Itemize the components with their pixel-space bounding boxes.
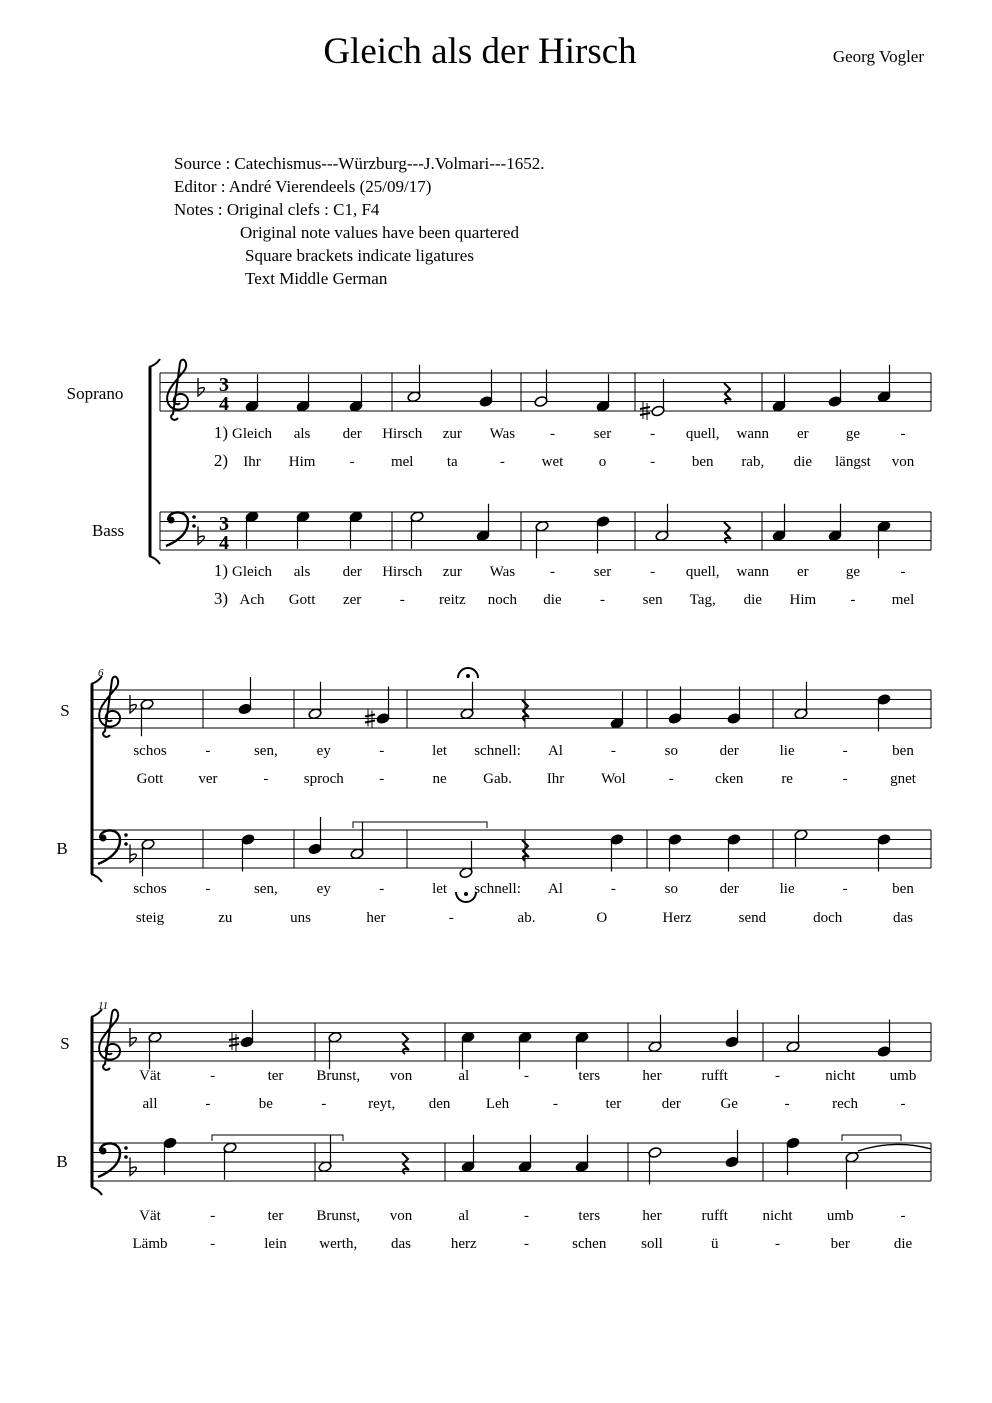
bass-lyric-syllable: Was xyxy=(489,564,516,580)
soprano-lyric-syllable: Brunst, xyxy=(316,1068,361,1084)
sharp-stroke xyxy=(229,1038,239,1040)
text-language-line: Text Middle German xyxy=(245,269,388,288)
note-values-line: Original note values have been quartered xyxy=(240,223,519,242)
soprano-lyric-syllable: - xyxy=(650,426,656,442)
composer-name: Georg Vogler xyxy=(832,47,924,66)
bass-lyric-syllable: ter xyxy=(267,1208,284,1224)
flat-sign xyxy=(198,527,204,545)
soprano-lyric-syllable: ben xyxy=(892,743,914,759)
flat-sign xyxy=(130,1158,136,1176)
bass-lyric-syllable: so xyxy=(664,881,678,897)
soprano-lyric-syllable: von xyxy=(891,454,915,470)
soprano-lyric-syllable: Was xyxy=(489,426,516,442)
bass-lyric-syllable: quell, xyxy=(685,564,720,580)
soprano-lyric-syllable: - xyxy=(210,1068,216,1084)
flat-sign xyxy=(130,695,136,713)
soprano-lyric-syllable: all xyxy=(142,1096,158,1112)
bass-lyric-syllable: umb xyxy=(826,1208,854,1224)
soprano-lyric-syllable: längst xyxy=(835,454,871,470)
bass-lyric-syllable: Gott xyxy=(288,592,316,608)
soprano-lyric-syllable: ver xyxy=(198,771,218,787)
bass-lyric-syllable: werth, xyxy=(319,1236,358,1252)
bass-lyric-syllable: Tag, xyxy=(689,592,716,608)
part-label-soprano: S xyxy=(60,1034,70,1053)
bass-lyric-syllable: schnell: xyxy=(474,881,521,897)
clef-dot xyxy=(124,1146,128,1150)
bass-lyric-syllable: - xyxy=(610,881,616,897)
soprano-lyric-syllable: ter xyxy=(605,1096,622,1112)
part-label-soprano: S xyxy=(60,701,70,720)
rest xyxy=(402,1153,409,1174)
time-signature-bottom: 4 xyxy=(219,532,229,554)
bass-lyric-syllable: ber xyxy=(830,1236,850,1252)
bass-lyric-syllable: - xyxy=(900,564,906,580)
bracket-hook xyxy=(91,874,102,882)
bass-lyric-syllable: - xyxy=(524,1236,529,1252)
clef-dot xyxy=(100,1148,107,1155)
bass-lyric-syllable: von xyxy=(389,1208,413,1224)
fermata-dot xyxy=(464,892,468,896)
soprano-lyric-syllable: - xyxy=(499,454,505,470)
soprano-lyric-syllable: von xyxy=(389,1068,413,1084)
bass-lyric-syllable: - xyxy=(549,564,555,580)
soprano-lyric-syllable: Al xyxy=(547,743,563,759)
bass-lyric-syllable: ters xyxy=(578,1208,601,1224)
soprano-lyric-syllable: - xyxy=(524,1068,529,1084)
bass-lyric-syllable: al xyxy=(458,1208,470,1224)
bass-lyric-syllable: send xyxy=(738,910,767,926)
clef-dot xyxy=(100,835,107,842)
ligature-bracket xyxy=(842,1135,901,1141)
measure-number: 11 xyxy=(98,1000,109,1012)
soprano-lyric-syllable: Wol xyxy=(601,771,626,787)
bass-lyric-syllable: der xyxy=(719,881,739,897)
soprano-lyric-syllable: her xyxy=(642,1068,662,1084)
bass-lyric-syllable: zur xyxy=(442,564,462,580)
soprano-lyric-syllable: ey xyxy=(316,743,331,759)
soprano-lyric-syllable: quell, xyxy=(685,426,720,442)
bracket-hook xyxy=(91,1187,102,1195)
soprano-lyric-syllable: Ihr xyxy=(546,771,565,787)
soprano-lyric-syllable: nicht xyxy=(825,1068,856,1084)
soprano-lyric-syllable: wet xyxy=(541,454,564,470)
bass-lyric-syllable: wann xyxy=(736,564,770,580)
bass-lyric-syllable: sen xyxy=(642,592,663,608)
flat-sign xyxy=(130,845,136,863)
soprano-lyric-syllable: schnell: xyxy=(474,743,521,759)
soprano-lyric-syllable: Ihr xyxy=(243,454,261,470)
bass-lyric-syllable: schos xyxy=(133,881,167,897)
bracket-hook xyxy=(149,556,160,564)
soprano-lyric-syllable: schos xyxy=(133,743,167,759)
clef-dot xyxy=(168,517,175,524)
time-signature-top: 3 xyxy=(219,374,229,396)
ligature-bracket xyxy=(212,1135,343,1141)
soprano-lyric-syllable: - xyxy=(900,1096,906,1112)
editor-line: Editor : André Vierendeels (25/09/17) xyxy=(174,177,432,196)
time-signature-bottom: 4 xyxy=(219,393,229,415)
soprano-lyric-syllable: rufft xyxy=(701,1068,728,1084)
bass-lyric-syllable: steig xyxy=(135,910,165,926)
bass-lyric-syllable: Hirsch xyxy=(382,564,423,580)
bass-lyric-syllable: sen, xyxy=(253,881,278,897)
bass-lyric-syllable: er xyxy=(797,564,809,580)
soprano-lyric-syllable: der xyxy=(342,426,362,442)
ligatures-line: Square brackets indicate ligatures xyxy=(245,246,474,265)
soprano-lyric-syllable: ters xyxy=(578,1068,601,1084)
soprano-lyric-syllable: wann xyxy=(736,426,770,442)
soprano-lyric-syllable: ge xyxy=(845,426,861,442)
soprano-lyric-syllable: lie xyxy=(779,743,795,759)
bass-lyric-syllable: reitz xyxy=(438,592,466,608)
soprano-lyric-syllable: - xyxy=(379,743,385,759)
bass-lyric-syllable: die xyxy=(543,592,562,608)
soprano-lyric-syllable: ne xyxy=(432,771,447,787)
verse-number: 1) xyxy=(213,561,228,580)
soprano-lyric-syllable: der xyxy=(661,1096,681,1112)
part-label-bass: B xyxy=(56,839,68,858)
bass-lyric-syllable: Brunst, xyxy=(316,1208,361,1224)
verse-number: 2) xyxy=(213,451,228,470)
clef-dot xyxy=(192,515,196,519)
bass-lyric-syllable: - xyxy=(210,1236,216,1252)
clef-dot xyxy=(124,1155,128,1159)
soprano-lyric-syllable: - xyxy=(549,426,555,442)
soprano-lyric-syllable: der xyxy=(719,743,739,759)
soprano-lyric-syllable: Hirsch xyxy=(382,426,423,442)
soprano-lyric-syllable: reyt, xyxy=(368,1096,396,1112)
bass-lyric-syllable: - xyxy=(650,564,656,580)
soprano-lyric-syllable: let xyxy=(432,743,448,759)
bass-lyric-syllable: ey xyxy=(316,881,331,897)
part-label-bass: B xyxy=(56,1152,68,1171)
bass-lyric-syllable: - xyxy=(842,881,848,897)
bass-lyric-syllable: schen xyxy=(572,1236,607,1252)
soprano-lyric-syllable: - xyxy=(263,771,269,787)
soprano-lyric-syllable: ta xyxy=(446,454,458,470)
bass-lyric-syllable: Lämb xyxy=(132,1236,168,1252)
soprano-lyric-syllable: die xyxy=(793,454,813,470)
flat-sign xyxy=(130,1028,136,1046)
soprano-lyric-syllable: - xyxy=(784,1096,790,1112)
bass-lyric-syllable: - xyxy=(205,881,211,897)
soprano-lyric-syllable: - xyxy=(842,743,848,759)
soprano-lyric-syllable: rab, xyxy=(741,454,765,470)
verse-number: 1) xyxy=(213,423,228,442)
soprano-lyric-syllable: gnet xyxy=(890,771,916,787)
bass-lyric-syllable: die xyxy=(743,592,762,608)
part-label-soprano: Soprano xyxy=(66,384,124,403)
verse-number: 3) xyxy=(213,589,228,608)
bass-lyric-syllable: - xyxy=(775,1236,780,1252)
bass-lyric-syllable: - xyxy=(379,881,385,897)
soprano-lyric-syllable: umb xyxy=(889,1068,917,1084)
bass-lyric-syllable: zer xyxy=(342,592,362,608)
clef-dot xyxy=(192,524,196,528)
bass-lyric-syllable: ser xyxy=(593,564,612,580)
soprano-lyric-syllable: Ge xyxy=(720,1096,738,1112)
bass-lyric-syllable: let xyxy=(432,881,448,897)
soprano-lyric-syllable: - xyxy=(610,743,616,759)
sharp-stroke xyxy=(365,721,375,723)
bass-lyric-syllable: - xyxy=(448,910,454,926)
notes-line: Notes : Original clefs : C1, F4 xyxy=(174,200,380,219)
bass-lyric-syllable: lie xyxy=(779,881,795,897)
fermata-dot xyxy=(466,674,470,678)
soprano-lyric-syllable: als xyxy=(293,426,311,442)
bass-lyric-syllable: soll xyxy=(641,1236,663,1252)
soprano-lyric-syllable: - xyxy=(668,771,674,787)
sharp-stroke xyxy=(640,407,650,409)
soprano-lyric-syllable: be xyxy=(258,1096,273,1112)
bass-lyric-syllable: das xyxy=(893,910,913,926)
soprano-lyric-syllable: Gott xyxy=(136,771,164,787)
bass-lyric-syllable: her xyxy=(366,910,386,926)
soprano-lyric-syllable: - xyxy=(349,454,355,470)
bass-lyric-syllable: uns xyxy=(290,910,312,926)
bass-lyric-syllable: - xyxy=(850,592,856,608)
bass-lyric-syllable: Gleich xyxy=(232,564,272,580)
bass-lyric-syllable: - xyxy=(900,1208,906,1224)
soprano-lyric-syllable: re xyxy=(781,771,793,787)
soprano-lyric-syllable: ter xyxy=(267,1068,284,1084)
bass-lyric-syllable: herz xyxy=(450,1236,477,1252)
soprano-lyric-syllable: er xyxy=(797,426,809,442)
soprano-lyric-syllable: zur xyxy=(442,426,462,442)
soprano-lyric-syllable: o xyxy=(598,454,607,470)
soprano-lyric-syllable: ben xyxy=(691,454,714,470)
bass-lyric-syllable: doch xyxy=(813,910,843,926)
time-signature-top: 3 xyxy=(219,513,229,535)
soprano-lyric-syllable: - xyxy=(775,1068,780,1084)
soprano-lyric-syllable: - xyxy=(379,771,385,787)
soprano-lyric-syllable: sproch xyxy=(303,771,344,787)
soprano-lyric-syllable: - xyxy=(205,1096,211,1112)
ligature-bracket xyxy=(353,822,487,828)
soprano-lyric-syllable: rech xyxy=(832,1096,858,1112)
bass-lyric-syllable: die xyxy=(893,1236,913,1252)
bass-lyric-syllable: Him xyxy=(789,592,817,608)
soprano-lyric-syllable: - xyxy=(842,771,848,787)
soprano-lyric-syllable: ser xyxy=(593,426,612,442)
clef-dot xyxy=(124,842,128,846)
soprano-lyric-syllable: - xyxy=(205,743,211,759)
bass-lyric-syllable: rufft xyxy=(701,1208,728,1224)
bass-lyric-syllable: zu xyxy=(218,910,233,926)
bass-lyric-syllable: noch xyxy=(487,592,517,608)
bass-lyric-syllable: ben xyxy=(892,881,914,897)
bass-lyric-syllable: ab. xyxy=(517,910,536,926)
soprano-lyric-syllable: - xyxy=(900,426,906,442)
bass-lyric-syllable: als xyxy=(293,564,311,580)
sharp-stroke xyxy=(365,715,375,717)
bass-lyric-syllable: Vät xyxy=(139,1208,161,1224)
soprano-lyric-syllable: Leh xyxy=(485,1096,510,1112)
soprano-lyric-syllable: so xyxy=(664,743,678,759)
rest xyxy=(724,383,731,404)
bass-lyric-syllable: Herz xyxy=(662,910,692,926)
bass-lyric-syllable: lein xyxy=(264,1236,287,1252)
bass-lyric-syllable: - xyxy=(210,1208,216,1224)
sharp-stroke xyxy=(640,413,650,415)
soprano-lyric-syllable: - xyxy=(321,1096,327,1112)
bass-lyric-syllable: der xyxy=(342,564,362,580)
tie xyxy=(858,1144,931,1151)
bass-lyric-syllable: Ach xyxy=(239,592,265,608)
part-label-bass: Bass xyxy=(91,521,125,540)
bass-lyric-syllable: das xyxy=(391,1236,411,1252)
soprano-lyric-syllable: Vät xyxy=(139,1068,161,1084)
soprano-lyric-syllable: al xyxy=(458,1068,470,1084)
source-line: Source : Catechismus---Würzburg---J.Volmari---1652. xyxy=(174,154,545,173)
measure-number: 6 xyxy=(98,667,104,679)
bass-lyric-syllable: her xyxy=(642,1208,662,1224)
bracket-hook xyxy=(149,359,160,367)
rest xyxy=(724,522,731,543)
rest xyxy=(402,1033,409,1054)
soprano-lyric-syllable: Gleich xyxy=(232,426,272,442)
soprano-lyric-syllable: den xyxy=(428,1096,451,1112)
clef-dot xyxy=(124,833,128,837)
bass-lyric-syllable: - xyxy=(600,592,606,608)
flat-sign xyxy=(198,378,204,396)
bass-lyric-syllable: nicht xyxy=(762,1208,793,1224)
soprano-lyric-syllable: - xyxy=(552,1096,558,1112)
soprano-lyric-syllable: sen, xyxy=(253,743,278,759)
page-title: Gleich als der Hirsch xyxy=(323,31,637,72)
soprano-lyric-syllable: - xyxy=(650,454,656,470)
soprano-lyric-syllable: Him xyxy=(288,454,316,470)
bass-lyric-syllable: ge xyxy=(845,564,861,580)
bass-lyric-syllable: ü xyxy=(711,1236,719,1252)
soprano-lyric-syllable: Gab. xyxy=(483,771,512,787)
bass-lyric-syllable: - xyxy=(399,592,405,608)
soprano-lyric-syllable: mel xyxy=(390,454,414,470)
bass-lyric-syllable: O xyxy=(596,910,608,926)
bass-lyric-syllable: - xyxy=(524,1208,529,1224)
bass-lyric-syllable: mel xyxy=(891,592,915,608)
soprano-lyric-syllable: cken xyxy=(715,771,744,787)
bass-lyric-syllable: Al xyxy=(547,881,563,897)
sharp-stroke xyxy=(229,1044,239,1046)
